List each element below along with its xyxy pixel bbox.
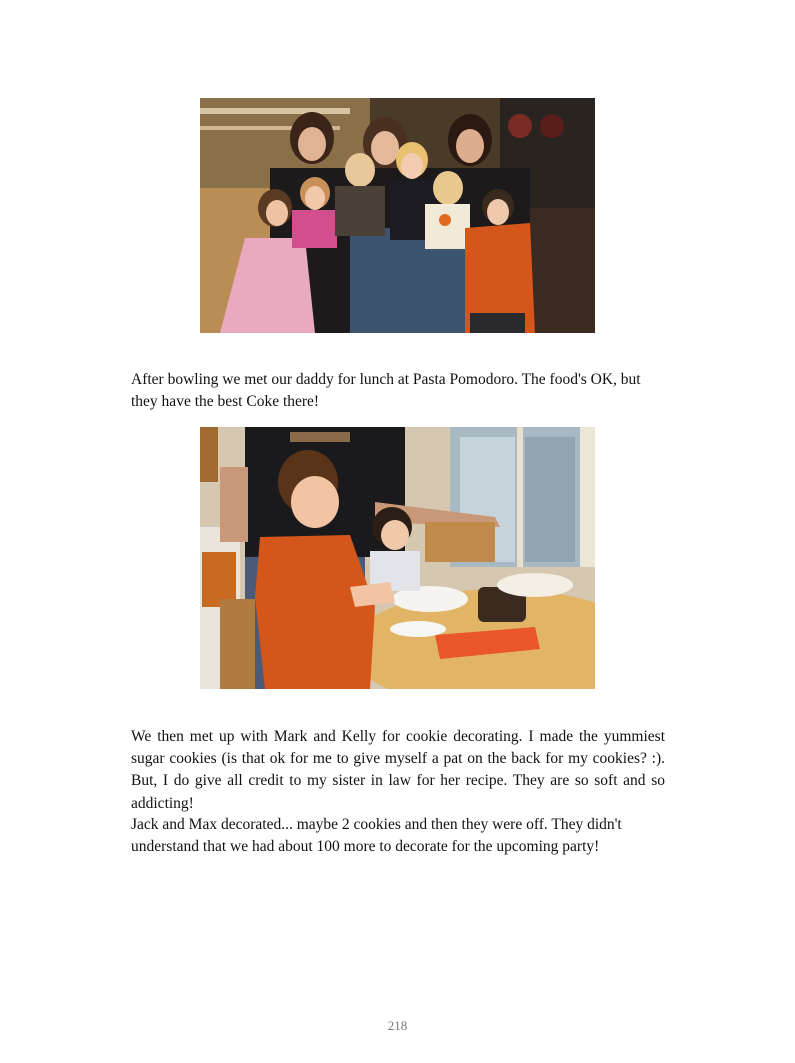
paragraph-cookies: We then met up with Mark and Kelly for cookie decorating. I made the yummiest sugar cookies (is that ok for me to give myself a pat on the back for my cookies? :). But, I do give all credit to my sister in law for her recipe. They are so soft and so addicting! <box>131 728 665 812</box>
cookie-decorating-photo <box>200 427 595 689</box>
bowling-group-photo <box>200 98 595 333</box>
page-number: 218 <box>387 1018 408 1033</box>
paragraph-lunch: After bowling we met our daddy for lunch at Pasta Pomodoro. The food's OK, but they have the best Coke there! <box>131 371 641 411</box>
paragraph-decorating: Jack and Max decorated... maybe 2 cookies and then they were off. They didn't understand that we had about 100 more to decorate for the upcoming party! <box>131 816 622 856</box>
